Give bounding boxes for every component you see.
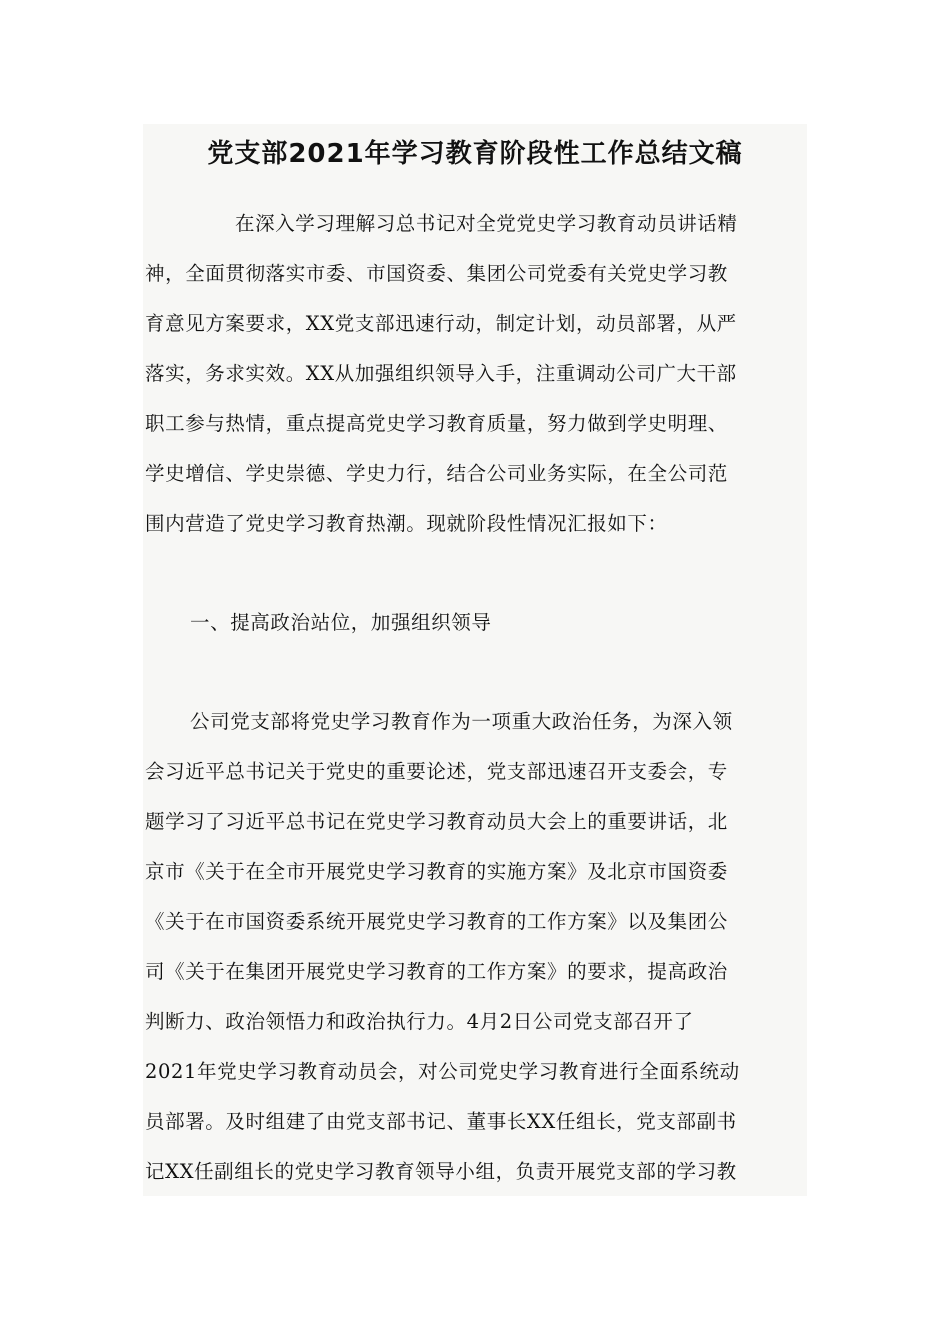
intro-line-1: 在深入学习理解习总书记对全党党史学习教育动员讲话精 bbox=[235, 212, 738, 235]
section-line-1: 公司党支部将党史学习教育作为一项重大政治任务，为深入领 bbox=[190, 710, 733, 733]
section-line-5: 《关于在市国资委系统开展党史学习教育的工作方案》以及集团公 bbox=[145, 910, 728, 933]
section-line-4: 京市《关于在全市开展党史学习教育的实施方案》及北京市国资委 bbox=[145, 860, 728, 883]
section-line-7: 判断力、政治领悟力和政治执行力。4月2日公司党支部召开了 bbox=[145, 1010, 694, 1033]
intro-line-7: 围内营造了党史学习教育热潮。现就阶段性情况汇报如下： bbox=[145, 512, 668, 535]
section-line-10: 记XX任副组长的党史学习教育领导小组，负责开展党支部的学习教 bbox=[145, 1160, 737, 1183]
section-line-3: 题学习了习近平总书记在党史学习教育动员大会上的重要讲话，北 bbox=[145, 810, 728, 833]
section-line-6: 司《关于在集团开展党史学习教育的工作方案》的要求，提高政治 bbox=[145, 960, 728, 983]
section-line-2: 会习近平总书记关于党史的重要论述，党支部迅速召开支委会，专 bbox=[145, 760, 728, 783]
section-line-9: 员部署。及时组建了由党支部书记、董事长XX任组长，党支部副书 bbox=[145, 1110, 737, 1133]
section-line-8: 2021年党史学习教育动员会，对公司党史学习教育进行全面系统动 bbox=[145, 1060, 740, 1083]
intro-line-3: 育意见方案要求，XX党支部迅速行动，制定计划，动员部署，从严 bbox=[145, 312, 737, 335]
intro-line-2: 神，全面贯彻落实市委、市国资委、集团公司党委有关党史学习教 bbox=[145, 262, 728, 285]
section-heading: 一、提高政治站位，加强组织领导 bbox=[190, 611, 492, 634]
intro-line-6: 学史增信、学史崇德、学史力行，结合公司业务实际，在全公司范 bbox=[145, 462, 728, 485]
intro-line-5: 职工参与热情，重点提高党史学习教育质量，努力做到学史明理、 bbox=[145, 412, 728, 435]
document-title: 党支部2021年学习教育阶段性工作总结文稿 bbox=[207, 139, 743, 169]
intro-line-4: 落实，务求实效。XX从加强组织领导入手，注重调动公司广大干部 bbox=[145, 362, 737, 385]
